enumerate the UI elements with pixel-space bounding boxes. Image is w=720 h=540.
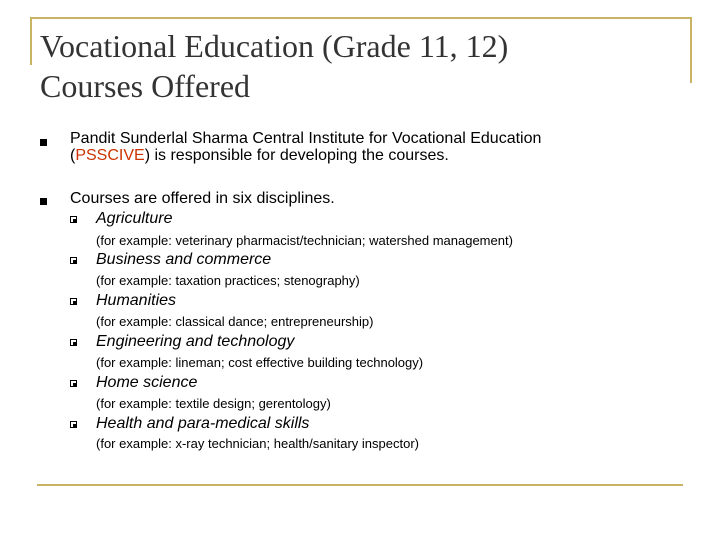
bullet-1-line-2 bbox=[70, 147, 541, 164]
title-line-2: Courses Offered bbox=[40, 68, 251, 104]
course-example: (for example: classical dance; entrepreneurship) bbox=[96, 314, 374, 329]
hollow-square-bullet-icon bbox=[70, 421, 77, 428]
bullet-1-paren-open: ( bbox=[70, 147, 76, 164]
frame-bottom-line bbox=[37, 484, 683, 486]
frame-left-line bbox=[30, 17, 32, 65]
course-name: Engineering and technology bbox=[96, 333, 295, 350]
square-bullet-icon bbox=[40, 198, 47, 205]
course-name: Humanities bbox=[96, 292, 177, 309]
hollow-square-bullet-icon bbox=[70, 216, 77, 223]
course-example: (for example: x-ray technician; health/sanitary inspector) bbox=[96, 436, 419, 451]
bullet-text-institute bbox=[70, 130, 541, 164]
pssicve-acronym: PSSCIVE bbox=[75, 147, 145, 164]
hollow-square-bullet-icon bbox=[70, 339, 77, 346]
course-name: Health and para-medical skills bbox=[96, 415, 310, 432]
frame-top-line bbox=[30, 17, 692, 19]
frame-right-line bbox=[690, 17, 692, 83]
title-line-1: Vocational Education (Grade 11, 12) bbox=[40, 28, 509, 64]
hollow-square-bullet-icon bbox=[70, 257, 77, 264]
bullet-text-disciplines bbox=[70, 190, 335, 207]
bullet-2-line-1: Courses are offered in six disciplines. bbox=[70, 190, 335, 207]
course-example: (for example: textile design; gerentology) bbox=[96, 396, 331, 411]
course-example: (for example: veterinary pharmacist/technician; watershed management) bbox=[96, 233, 513, 248]
bullet-1-line-2-rest: ) is responsible for developing the courses. bbox=[144, 147, 449, 164]
course-name: Business and commerce bbox=[96, 251, 272, 268]
bullet-1-line-1: Pandit Sunderlal Sharma Central Institute for Vocational Education bbox=[70, 130, 542, 147]
course-name: Home science bbox=[96, 374, 198, 391]
course-example: (for example: taxation practices; stenography) bbox=[96, 273, 360, 288]
course-name: Agriculture bbox=[96, 210, 173, 227]
slide-title bbox=[40, 26, 680, 106]
square-bullet-icon bbox=[40, 139, 47, 146]
course-example: (for example: lineman; cost effective building technology) bbox=[96, 355, 424, 370]
hollow-square-bullet-icon bbox=[70, 298, 77, 305]
hollow-square-bullet-icon bbox=[70, 380, 77, 387]
